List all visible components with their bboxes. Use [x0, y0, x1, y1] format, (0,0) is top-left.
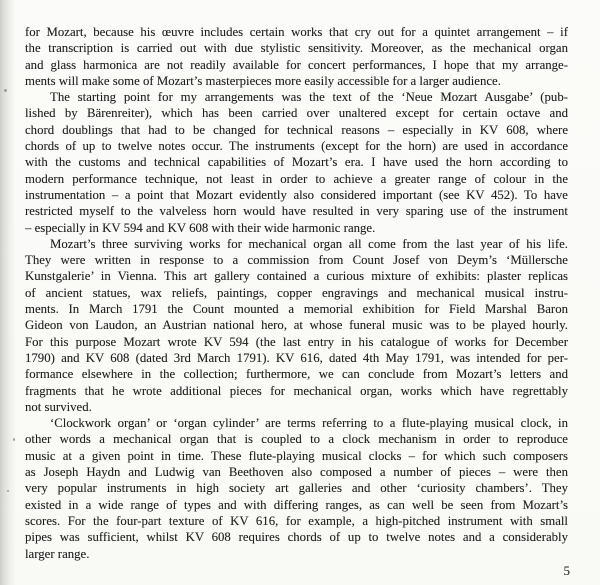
scan-speck [7, 490, 9, 492]
text-line: formance elsewhere in the collection; furthermore, we can conclude from Mozart’s letters and [25, 367, 568, 382]
text-line: larger range. [25, 546, 90, 561]
text-line: other words a mechanical organ that is coupled to a clock mechanism in order to reproduce [25, 432, 568, 447]
text-line: fragments that he wrote additional pieces for mechanical organ, works which have regrettably [25, 383, 568, 398]
text-line: pipes was sufficient, whilst KV 608 requires chords of up to twelve notes and a considerably [25, 530, 568, 545]
text-line: – especially in KV 594 and KV 608 with their wide harmonic range. [25, 220, 376, 235]
page-number: 5 [563, 563, 570, 578]
text-line: instrumentation – a point that Mozart evidently also considered important (see KV 452). To have [25, 187, 568, 202]
text-line: ments. In March 1791 the Count mounted a memorial exhibition for Field Marshal Baron [25, 302, 568, 317]
text-line: very popular instruments in high society art galleries and other ‘curiosity chambers’. They [25, 481, 568, 496]
page-edge-shadow [0, 0, 16, 585]
text-line: of ancient statues, wax reliefs, paintings, copper engravings and mechanical musical instru- [25, 285, 568, 300]
text-line: The starting point for my arrangements was the text of the ‘Neue Mozart Ausgabe’ (pub- [50, 90, 568, 105]
text-line: existed in a wide range of types and with differing ranges, as can well be seen from Mozart’s [25, 497, 568, 512]
text-line: for Mozart, because his œuvre includes certain works that cry out for a quintet arrangement – if [25, 25, 568, 39]
scan-speck [13, 438, 15, 441]
text-line: scores. For the four-part texture of KV 616, for example, a high-pitched instrument with small [25, 513, 568, 528]
text-line: ‘Clockwork organ’ or ‘organ cylinder’ are terms referring to a flute-playing musical clock, in [50, 416, 568, 431]
text-line: restricted myself to the valveless horn would have resulted in very sparing use of the instrument [25, 204, 568, 219]
text-line: They were written in response to a commission from Count Josef von Deym’s ‘Müllersche [25, 253, 568, 268]
text-line: Mozart’s three surviving works for mechanical organ all come from the last year of his life. [50, 236, 568, 251]
text-line: the transcription is carried out with due stylistic sensitivity. Moreover, as the mechanical organ [25, 41, 568, 56]
text-line: as Joseph Haydn and Ludwig van Beethoven also composed a number of pieces – were then [25, 465, 568, 480]
text-line: music at a given point in time. These flute-playing musical clocks – for which such composers [25, 448, 568, 463]
text-line: chords of up to twelve notes occur. The instruments (except for the horn) are used in accordance [25, 139, 568, 154]
text-line: modern performance technique, not least in order to achieve a greater range of colour in the [25, 171, 568, 186]
text-line: ments will make some of Mozart’s masterpieces more easily accessible for a larger audience. [25, 73, 501, 88]
text-line: chord doublings that had to be changed for technical reasons – especially in KV 608, where [25, 122, 568, 137]
body-text [25, 24, 568, 562]
text-line: and glass harmonica are not readily available for concert performances, I hope that my arrange- [25, 57, 568, 72]
text-line: 1790) and KV 608 (dated 3rd March 1791). KV 616, dated 4th May 1791, was intended for per- [25, 350, 568, 365]
text-line: For this purpose Mozart wrote KV 594 (the last entry in his catalogue of works for December [25, 334, 568, 349]
text-line: Gideon von Laudon, an Austrian national hero, at whose funeral music was to be played hourly. [25, 318, 568, 333]
text-line: not survived. [25, 399, 92, 414]
text-line: with the customs and technical capabilities of Mozart’s era. I have used the horn according to [25, 155, 568, 170]
text-line: Kunstgalerie’ in Vienna. This art gallery contained a curious mixture of exhibits: plaster replicas [25, 269, 568, 284]
scan-speck [4, 89, 7, 92]
text-line: lished by Bärenreiter), which has been carried over unaltered except for certain octave and [25, 106, 568, 121]
